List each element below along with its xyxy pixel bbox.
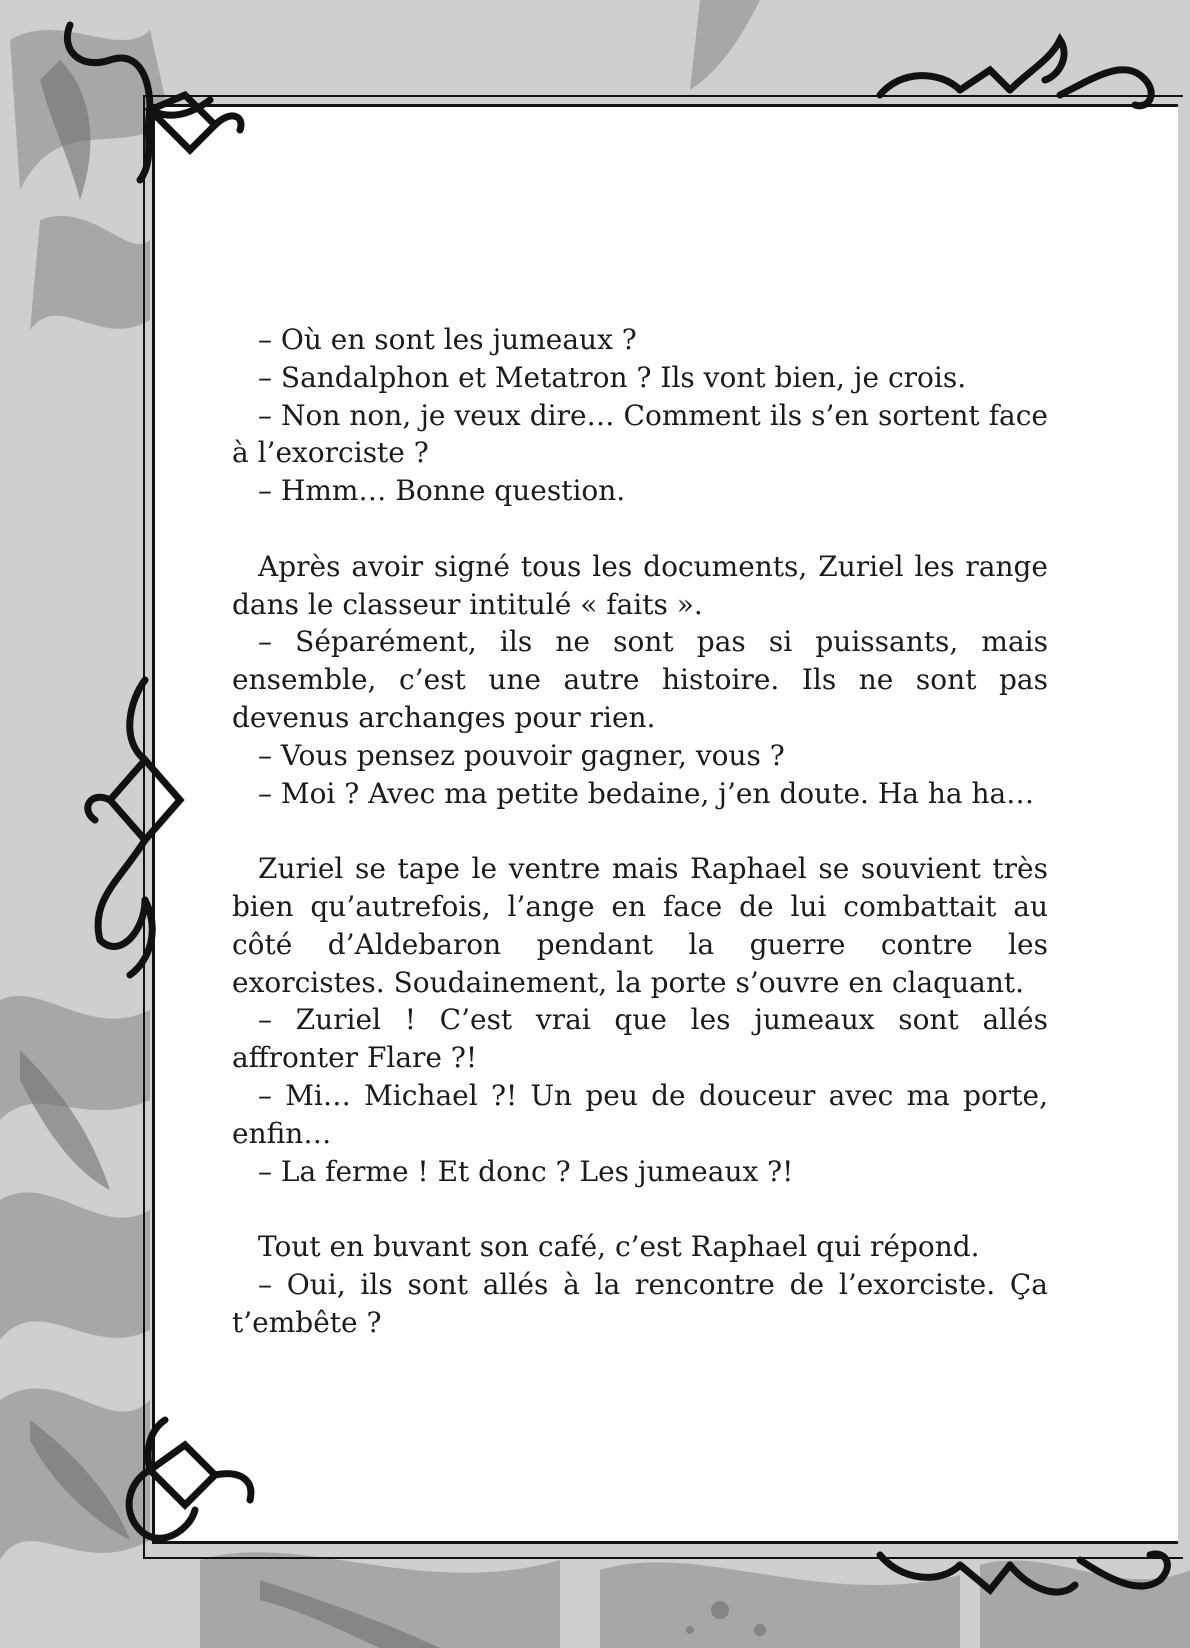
dialogue-line: – Zuriel ! C’est vrai que les jumeaux sont allés affronter Flare ?! — [232, 1003, 1048, 1075]
dialogue-line: – Où en sont les jumeaux ? — [258, 323, 637, 356]
narration-paragraph: Tout en buvant son café, c’est Raphael qui répond. — [258, 1230, 980, 1264]
dialogue-line: – Sandalphon et Metatron ? Ils vont bien, je crois. — [258, 360, 967, 394]
dialogue-line: – Non non, je veux dire… Comment ils s’en sortent face à l’exorciste ? — [232, 398, 1048, 470]
narration-paragraph: Après avoir signé tous les documents, Zuriel les range dans le classeur intitulé « faits ». — [232, 549, 1048, 621]
dialogue-line: – La ferme ! Et donc ? Les jumeaux ?! — [258, 1154, 794, 1188]
story-text — [232, 321, 1048, 1342]
dialogue-line: – Séparément, ils ne sont pas si puissants, mais ensemble, c’est une autre histoire. Ils ne sont pas devenus archanges pour rien. — [232, 625, 1048, 734]
dialogue-line: – Moi ? Avec ma petite bedaine, j’en doute. Ha ha ha… — [258, 776, 1035, 810]
dialogue-line: – Mi… Michael ?! Un peu de douceur avec ma porte, enfin… — [232, 1078, 1048, 1150]
narration-paragraph: Zuriel se tape le ventre mais Raphael se souvient très bien qu’autrefois, l’ange en face de lui combattait au côté d’Aldebaron pendant la guerre contre les exorcistes. Soudainement, la porte s’ouvre en claquant. — [232, 852, 1048, 999]
dialogue-line: – Oui, ils sont allés à la rencontre de l’exorciste. Ça t’embête ? — [232, 1267, 1048, 1339]
dialogue-line: – Hmm… Bonne question. — [258, 474, 626, 508]
dialogue-line: – Vous pensez pouvoir gagner, vous ? — [258, 738, 785, 772]
